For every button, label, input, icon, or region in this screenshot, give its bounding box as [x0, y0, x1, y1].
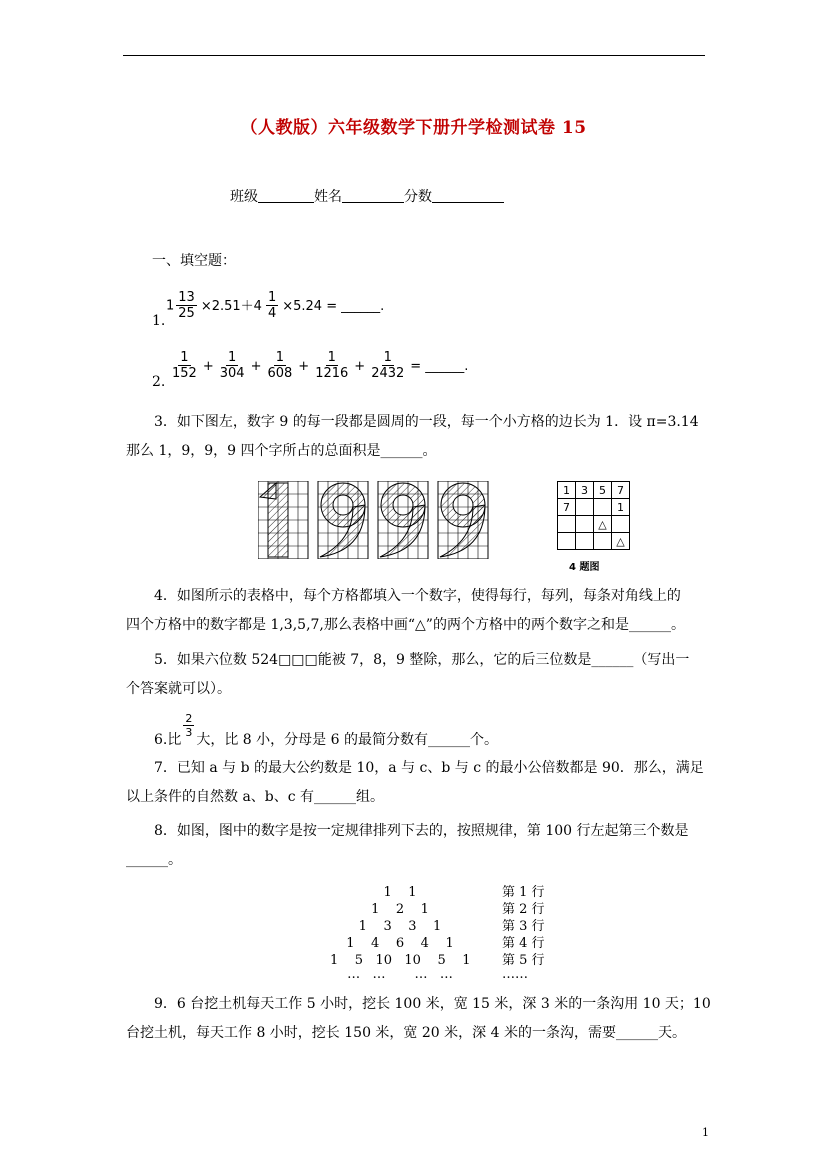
grid-cell — [558, 533, 576, 550]
question-3: 3．如下图左，数字 9 的每一段都是圆周的一段，每一个小方格的边长为 1．设 π=3.14 那么 1，9，9，9 四个字所占的总面积是______。 — [126, 414, 699, 459]
row-label: 第 2 行 — [502, 902, 545, 917]
number-triangle — [330, 884, 470, 981]
digit-9-grid — [438, 481, 488, 559]
digit-1-grid — [258, 481, 308, 559]
question-6: 6.比 $\frac{2}{3}$ 大，比 8 小，分母是 6 的最简分数有______个。 — [154, 712, 498, 748]
name-label: 姓名 — [314, 189, 342, 205]
q2-fraction-5: $\frac{1}{2432}$ — [371, 350, 405, 381]
digits-1999-figure — [258, 481, 494, 559]
grid-cell: 7 — [612, 482, 630, 499]
name-blank — [342, 188, 404, 203]
class-blank — [258, 188, 314, 203]
score-label: 分数 — [404, 189, 432, 205]
header-rule — [123, 55, 705, 56]
triangle-row: 1 3 3 1 — [358, 919, 442, 934]
grid-cell — [576, 533, 594, 550]
triangle-row: … … … … — [347, 967, 453, 982]
triangle-row: 1 4 6 4 1 — [346, 936, 454, 951]
question-7: 7．已知 a 与 b 的最大公约数是 10，a 与 c、b 与 c 的最小公倍数都是 90．那么，满足 以上条件的自然数 a、b、c 有______组。 — [126, 760, 704, 805]
q1-expression — [166, 290, 386, 321]
triangle-row: 1 1 — [383, 885, 417, 900]
digit-9-grid — [318, 481, 368, 559]
question-8: 8．如图，图中的数字是按一定规律排列下去的，按照规律，第 100 行左起第三个数是 ______。 — [126, 823, 689, 868]
row-label: 第 3 行 — [502, 919, 545, 934]
q1-fraction-2: $\frac{1}{4}$ — [267, 290, 277, 321]
section-heading: 一、填空题： — [152, 253, 236, 269]
triangle-row: 1 5 10 10 5 1 — [330, 953, 471, 968]
q2-fraction-2: $\frac{1}{304}$ — [219, 350, 245, 381]
row-label: 第 5 行 — [502, 953, 545, 968]
grid-cell — [594, 533, 612, 550]
row-label: 第 1 行 — [502, 885, 545, 900]
grid-cell — [558, 516, 576, 533]
row-label: …… — [502, 967, 528, 982]
digit-9-grid — [378, 481, 428, 559]
q1-whole: 1 — [166, 298, 175, 314]
grid-cell: 1 — [612, 499, 630, 516]
q2-number: 2. — [152, 374, 166, 390]
question-9: 9．6 台挖土机每天工作 5 小时，挖长 100 米，宽 15 米，深 3 米的一条沟用 10 天；10 台挖土机，每天工作 8 小时，挖长 150 米，宽 20 米，深 4 米的一条沟，需要______天。 — [126, 996, 711, 1041]
q4-grid-figure — [557, 481, 630, 573]
q1-number: 1. — [152, 313, 166, 329]
row-labels — [502, 884, 545, 981]
q1-fraction-1: $\frac{13}{25}$ — [178, 290, 195, 321]
q2-fraction-3: $\frac{1}{608}$ — [267, 350, 293, 381]
triangle-row: 1 2 1 — [371, 902, 429, 917]
page-number: 1 — [702, 1126, 709, 1139]
grid-cell — [576, 499, 594, 516]
q1-tail: ×5.24 = — [282, 298, 338, 314]
page-title: （人教版）六年级数学下册升学检测试卷 15 — [240, 118, 587, 138]
grid-cell: 7 — [558, 499, 576, 516]
grid-cell — [576, 516, 594, 533]
grid-cell: 1 — [558, 482, 576, 499]
q2-blank: ______. — [425, 358, 469, 374]
figure-caption: 4 题图 — [569, 562, 600, 573]
class-label: 班级 — [230, 189, 258, 205]
q6-fraction: $\frac{2}{3}$ — [185, 712, 193, 739]
magic-grid — [557, 481, 630, 550]
grid-cell — [594, 499, 612, 516]
q2-fraction-4: $\frac{1}{1216}$ — [315, 350, 349, 381]
grid-cell: 5 — [594, 482, 612, 499]
q2-fraction-1: $\frac{1}{152}$ — [172, 350, 197, 381]
score-blank — [432, 188, 504, 203]
grid-cell: 3 — [576, 482, 594, 499]
q2-expression: $\frac{1}{152}$ + $\frac{1}{304}$ + $\frac{1}{608}$ + $\frac{1}{1216}$ + $\frac{1}{2432}$ = ______. — [172, 350, 469, 381]
question-5: 5．如果六位数 524□□□能被 7，8，9 整除，那么，它的后三位数是______（写出一 个答案就可以）。 — [126, 652, 690, 697]
grid-cell — [612, 516, 630, 533]
question-4: 4．如图所示的表格中，每个方格都填入一个数字，使得每行，每列，每条对角线上的 四个方格中的数字都是 1,3,5,7,那么表格中画“△”的两个方格中的两个数字之和是______。 — [126, 588, 685, 633]
q1-blank: ______. — [341, 298, 385, 314]
triangle-cell: △ — [594, 516, 612, 533]
student-info-line — [230, 186, 504, 206]
triangle-cell: △ — [612, 533, 630, 550]
row-label: 第 4 行 — [502, 936, 545, 951]
q1-middle: ×2.51＋4 — [200, 298, 262, 314]
